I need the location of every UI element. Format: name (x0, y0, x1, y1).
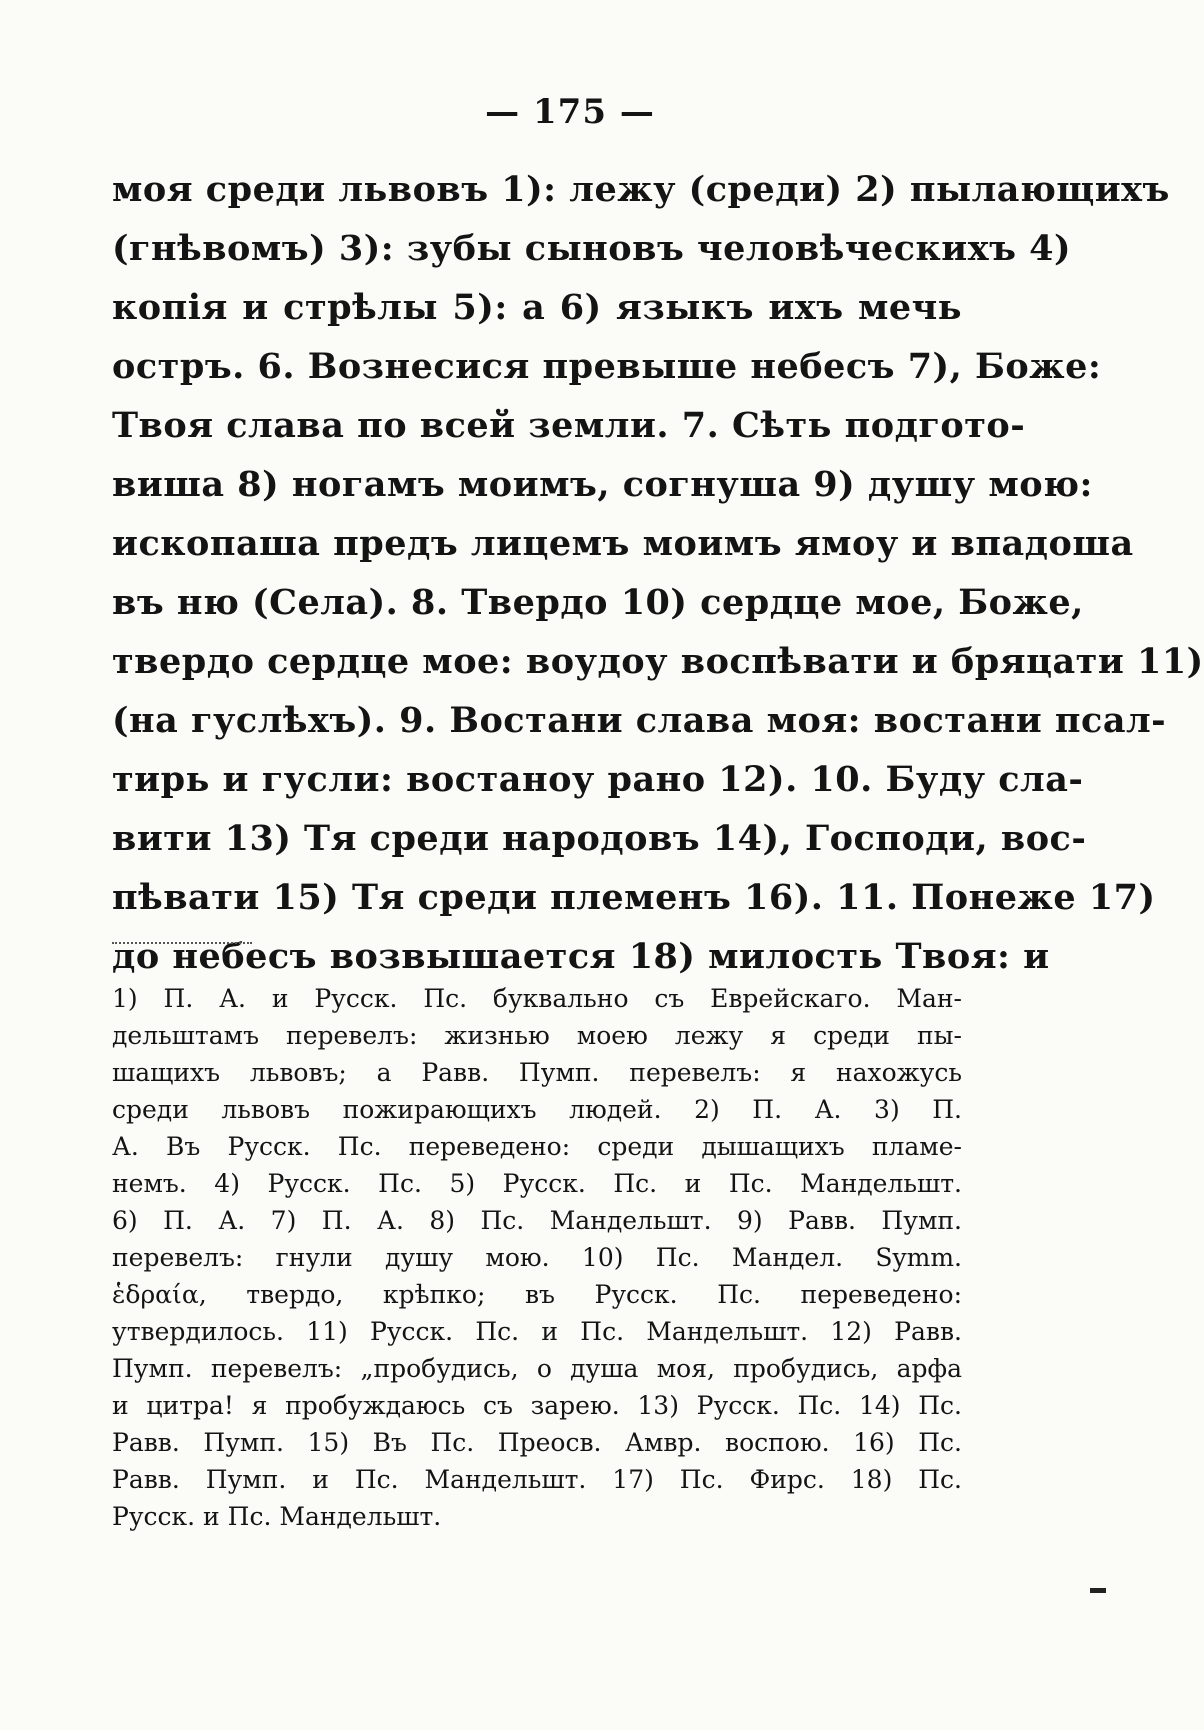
footnote-line: немъ. 4) Русск. Пс. 5) Русск. Пс. и Пс. Мандельшт. (112, 1169, 962, 1198)
text-line: до небесъ возвышается 18) милость Твоя: и (112, 936, 1050, 977)
footnote-line: дельштамъ перевелъ: жизнью моею лежу я среди пы- (112, 1021, 962, 1050)
footnote-line: Равв. Пумп. и Пс. Мандельшт. 17) Пс. Фирс. 18) Пс. (112, 1465, 962, 1494)
text-line: моя среди львовъ 1): лежу (среди) 2) пылающихъ (112, 169, 1170, 210)
page-number: — 175 — (485, 92, 655, 132)
footnote-line: А. Въ Русск. Пс. переведено: среди дышащихъ пламе- (112, 1132, 962, 1161)
footnote-line: Равв. Пумп. 15) Въ Пс. Преосв. Амвр. воспою. 16) Пс. (112, 1428, 962, 1457)
footnote-line: Русск. и Пс. Мандельшт. (112, 1502, 442, 1531)
footnote-divider (112, 942, 252, 944)
footnote-line: Пумп. перевелъ: „пробудись, о душа моя, пробудись, арфа (112, 1354, 962, 1383)
text-line: пѣвати 15) Тя среди племенъ 16). 11. Понеже 17) (112, 877, 1156, 918)
text-line: твердо сердце мое: воудоу воспѣвати и бряцати 11) (112, 641, 1204, 682)
psalm-text (112, 160, 1204, 986)
text-line: вити 13) Тя среди народовъ 14), Господи, вос- (112, 818, 1087, 859)
text-line: остръ. 6. Вознесися превыше небесъ 7), Боже: (112, 346, 1102, 387)
footnote-line: 6) П. А. 7) П. А. 8) Пс. Мандельшт. 9) Равв. Пумп. (112, 1206, 962, 1235)
text-line: (на гуслѣхъ). 9. Востани слава моя: востани псал- (112, 700, 1167, 741)
footnote-line: среди львовъ пожирающихъ людей. 2) П. А. 3) П. (112, 1095, 962, 1124)
footnote-line: и цитра! я пробуждаюсь съ зарею. 13) Русск. Пс. 14) Пс. (112, 1391, 962, 1420)
text-line: Твоя слава по всей земли. 7. Сѣть подгото- (112, 405, 1026, 446)
text-line: копія и стрѣлы 5): а 6) языкъ ихъ мечь (112, 287, 962, 328)
ink-speck (1090, 1588, 1106, 1593)
text-line: тирь и гусли: востаноу рано 12). 10. Буду сла- (112, 759, 1084, 800)
footnote-line: утвердилось. 11) Русск. Пс. и Пс. Мандельшт. 12) Равв. (112, 1317, 962, 1346)
text-line: (гнѣвомъ) 3): зубы сыновъ человѣческихъ 4) (112, 228, 1072, 269)
footnotes (112, 980, 962, 1535)
footnote-line: шащихъ львовъ; а Равв. Пумп. перевелъ: я нахожусь (112, 1058, 962, 1087)
text-line: виша 8) ногамъ моимъ, согнуша 9) душу мою: (112, 464, 1093, 505)
text-line: въ ню (Села). 8. Твердо 10) сердце мое, Боже, (112, 582, 1084, 623)
footnote-line: 1) П. А. и Русск. Пс. буквально съ Еврейскаго. Ман- (112, 984, 962, 1013)
footnote-line: ἑδραία, твердо, крѣпко; въ Русск. Пс. переведено: (112, 1280, 962, 1309)
footnote-line: перевелъ: гнули душу мою. 10) Пс. Мандел. Symm. (112, 1243, 962, 1272)
text-line: ископаша предъ лицемъ моимъ ямоу и впадоша (112, 523, 1134, 564)
